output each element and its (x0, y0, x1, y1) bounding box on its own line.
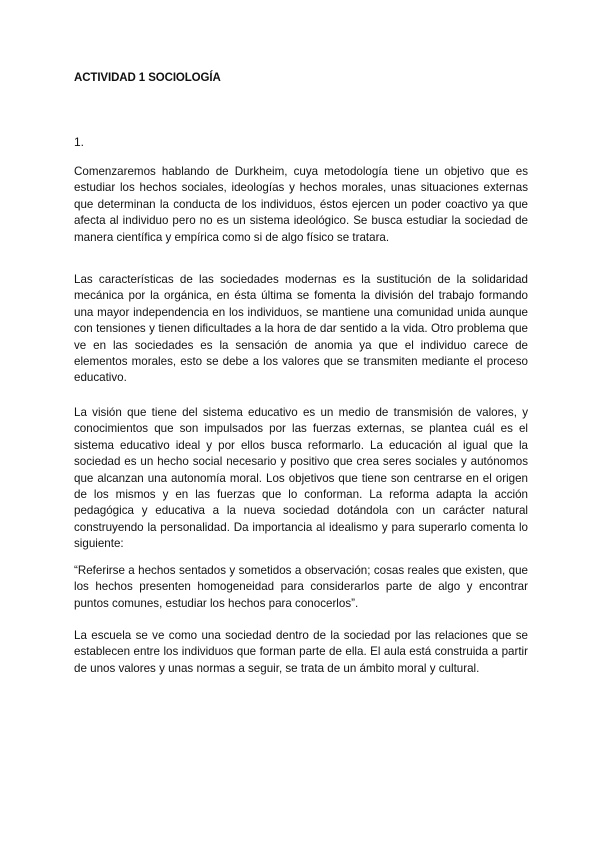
paragraph-quote: “Referirse a hechos sentados y sometidos a observación; cosas reales que existen, que los hechos presenten homogeneidad para considerarlos parte de algo y encontrar puntos comunes, estudiar los hechos para conocerlos”. (74, 564, 528, 610)
paragraph-educational-system: La visión que tiene del sistema educativo es un medio de transmisión de valores, y conocimientos que son impulsados por las fuerzas externas, se plantea cuál es el sistema educativo ideal y por ellos busca reformarlo. La educación al igual que la sociedad es un hecho social necesario y positivo que crea seres sociales y autónomos que alcanzan una autonomía moral. Los objetivos que tiene son centrarse en el origen de los mismos y en las fuerzas que lo conforman. La reforma adapta la acción pedagógica y educativa a la nueva sociedad dotándola con un carácter natural construyendo la personalidad. Da importancia al idealismo y para superarlo comenta lo siguiente: (74, 406, 528, 551)
paragraph-school-society: La escuela se ve como una sociedad dentro de la sociedad por las relaciones que se establecen entre los individuos que forman parte de ella. El aula está construida a partir de unos valores y unas normas a seguir, se trata de un ámbito moral y cultural. (74, 629, 528, 675)
paragraph-durkheim-methodology: Comenzaremos hablando de Durkheim, cuya metodología tiene un objetivo que es estudiar los hechos sociales, ideologías y hechos morales, unas situaciones externas que determinan la conducta de los individuos, éstos ejercen un poder coactivo ya que afecta al individuo pero no es un sistema ideológico. Se busca estudiar la sociedad de manera científica y empírica como si de algo físico se tratara. (74, 165, 528, 244)
document-title: ACTIVIDAD 1 SOCIOLOGÍA (74, 72, 221, 84)
section-number: 1. (74, 135, 85, 149)
paragraph-modern-societies: Las características de las sociedades modernas es la sustitución de la solidaridad mecánica por la orgánica, en ésta última se fomenta la división del trabajo formando una mayor independencia en los individuos, se mantiene una comunidad unida aunque con tensiones y tienen dificultades a la hora de dar sentido a la vida. Otro problema que ve en las sociedades es la sensación de anomia ya que el individuo carece de elementos morales, esto se debe a los valores que se transmiten mediante el proceso educativo. (74, 273, 528, 385)
